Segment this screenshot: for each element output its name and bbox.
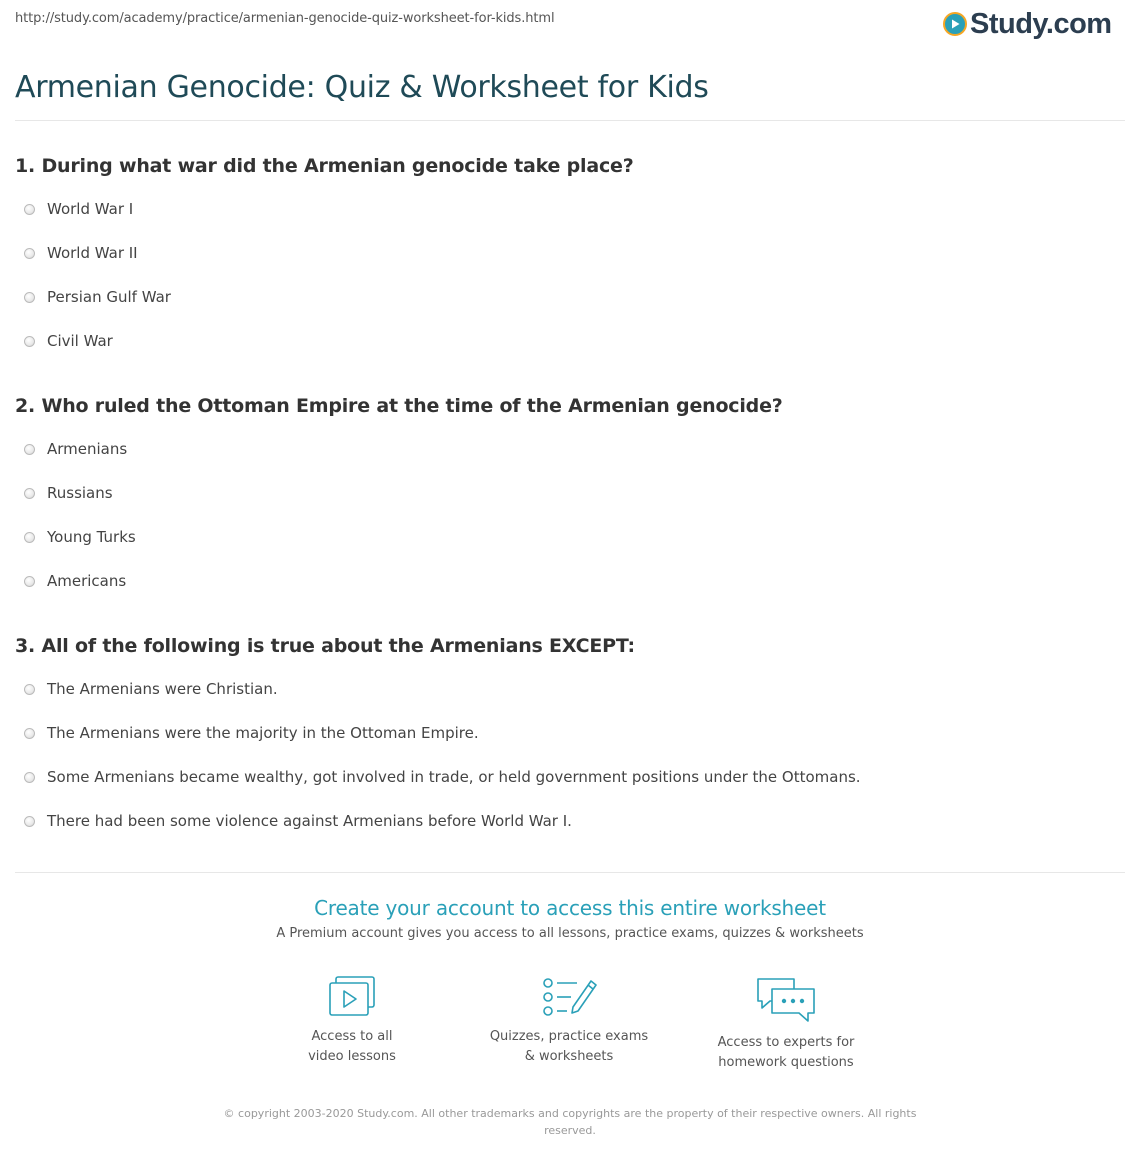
option-label: World War I — [47, 200, 134, 218]
option-label: Americans — [47, 572, 127, 590]
study-logo[interactable] — [943, 6, 1112, 42]
radio-button[interactable] — [24, 728, 35, 739]
feature-line: Quizzes, practice exams — [489, 1029, 649, 1044]
play-logo-icon — [943, 12, 967, 36]
option-label: The Armenians were Christian. — [47, 680, 278, 698]
feature-experts — [691, 975, 881, 1073]
question-3: 3. All of the following is true about the Armenians EXCEPT: — [15, 635, 635, 657]
feature-line: Access to all — [311, 1029, 393, 1044]
answer-option[interactable] — [24, 724, 479, 742]
copyright-text: © copyright 2003-2020 Study.com. All other trademarks and copyrights are the property of their respective owners. All rights reserved. — [223, 1107, 917, 1137]
option-label: Persian Gulf War — [47, 288, 171, 306]
page-title: Armenian Genocide: Quiz & Worksheet for Kids — [15, 70, 709, 105]
option-label: Russians — [47, 484, 113, 502]
quiz-checklist-icon — [541, 975, 597, 1019]
page-url: http://study.com/academy/practice/armenian-genocide-quiz-worksheet-for-kids.html — [15, 11, 555, 26]
radio-button[interactable] — [24, 444, 35, 455]
video-lesson-icon — [326, 975, 378, 1019]
answer-option[interactable] — [24, 680, 278, 698]
answer-option[interactable] — [24, 484, 113, 502]
radio-button[interactable] — [24, 684, 35, 695]
radio-button[interactable] — [24, 576, 35, 587]
radio-button[interactable] — [24, 336, 35, 347]
answer-option[interactable] — [24, 440, 127, 458]
answer-option[interactable] — [24, 768, 861, 786]
radio-button[interactable] — [24, 204, 35, 215]
answer-option[interactable] — [24, 812, 572, 830]
feature-line: & worksheets — [524, 1049, 614, 1064]
feature-line: homework questions — [718, 1055, 854, 1070]
logo-text: Study.com — [970, 7, 1112, 40]
option-label: Some Armenians became wealthy, got involved in trade, or held government positions under the Ottomans. — [47, 768, 861, 786]
feature-video-lessons — [257, 975, 447, 1067]
option-label: Armenians — [47, 440, 128, 458]
radio-button[interactable] — [24, 816, 35, 827]
question-1: 1. During what war did the Armenian genocide take place? — [15, 155, 634, 177]
radio-button[interactable] — [24, 292, 35, 303]
divider — [15, 120, 1125, 121]
answer-option[interactable] — [24, 332, 113, 350]
cta-subtitle: A Premium account gives you access to all lessons, practice exams, quizzes & worksheets — [276, 926, 864, 941]
answer-option[interactable] — [24, 244, 138, 262]
feature-line: video lessons — [308, 1049, 396, 1064]
feature-line: Access to experts for — [717, 1035, 855, 1050]
radio-button[interactable] — [24, 488, 35, 499]
radio-button[interactable] — [24, 772, 35, 783]
question-2: 2. Who ruled the Ottoman Empire at the time of the Armenian genocide? — [15, 395, 783, 417]
option-label: Young Turks — [47, 528, 136, 546]
answer-option[interactable] — [24, 200, 133, 218]
create-account-link[interactable]: Create your account to access this entire worksheet — [314, 896, 826, 920]
option-label: The Armenians were the majority in the Ottoman Empire. — [47, 724, 479, 742]
option-label: World War II — [47, 244, 138, 262]
chat-bubbles-icon — [754, 975, 818, 1025]
answer-option[interactable] — [24, 288, 171, 306]
feature-quizzes — [474, 975, 664, 1067]
answer-option[interactable] — [24, 528, 136, 546]
answer-option[interactable] — [24, 572, 126, 590]
option-label: Civil War — [47, 332, 113, 350]
radio-button[interactable] — [24, 532, 35, 543]
divider — [15, 872, 1125, 873]
radio-button[interactable] — [24, 248, 35, 259]
option-label: There had been some violence against Armenians before World War I. — [47, 812, 572, 830]
